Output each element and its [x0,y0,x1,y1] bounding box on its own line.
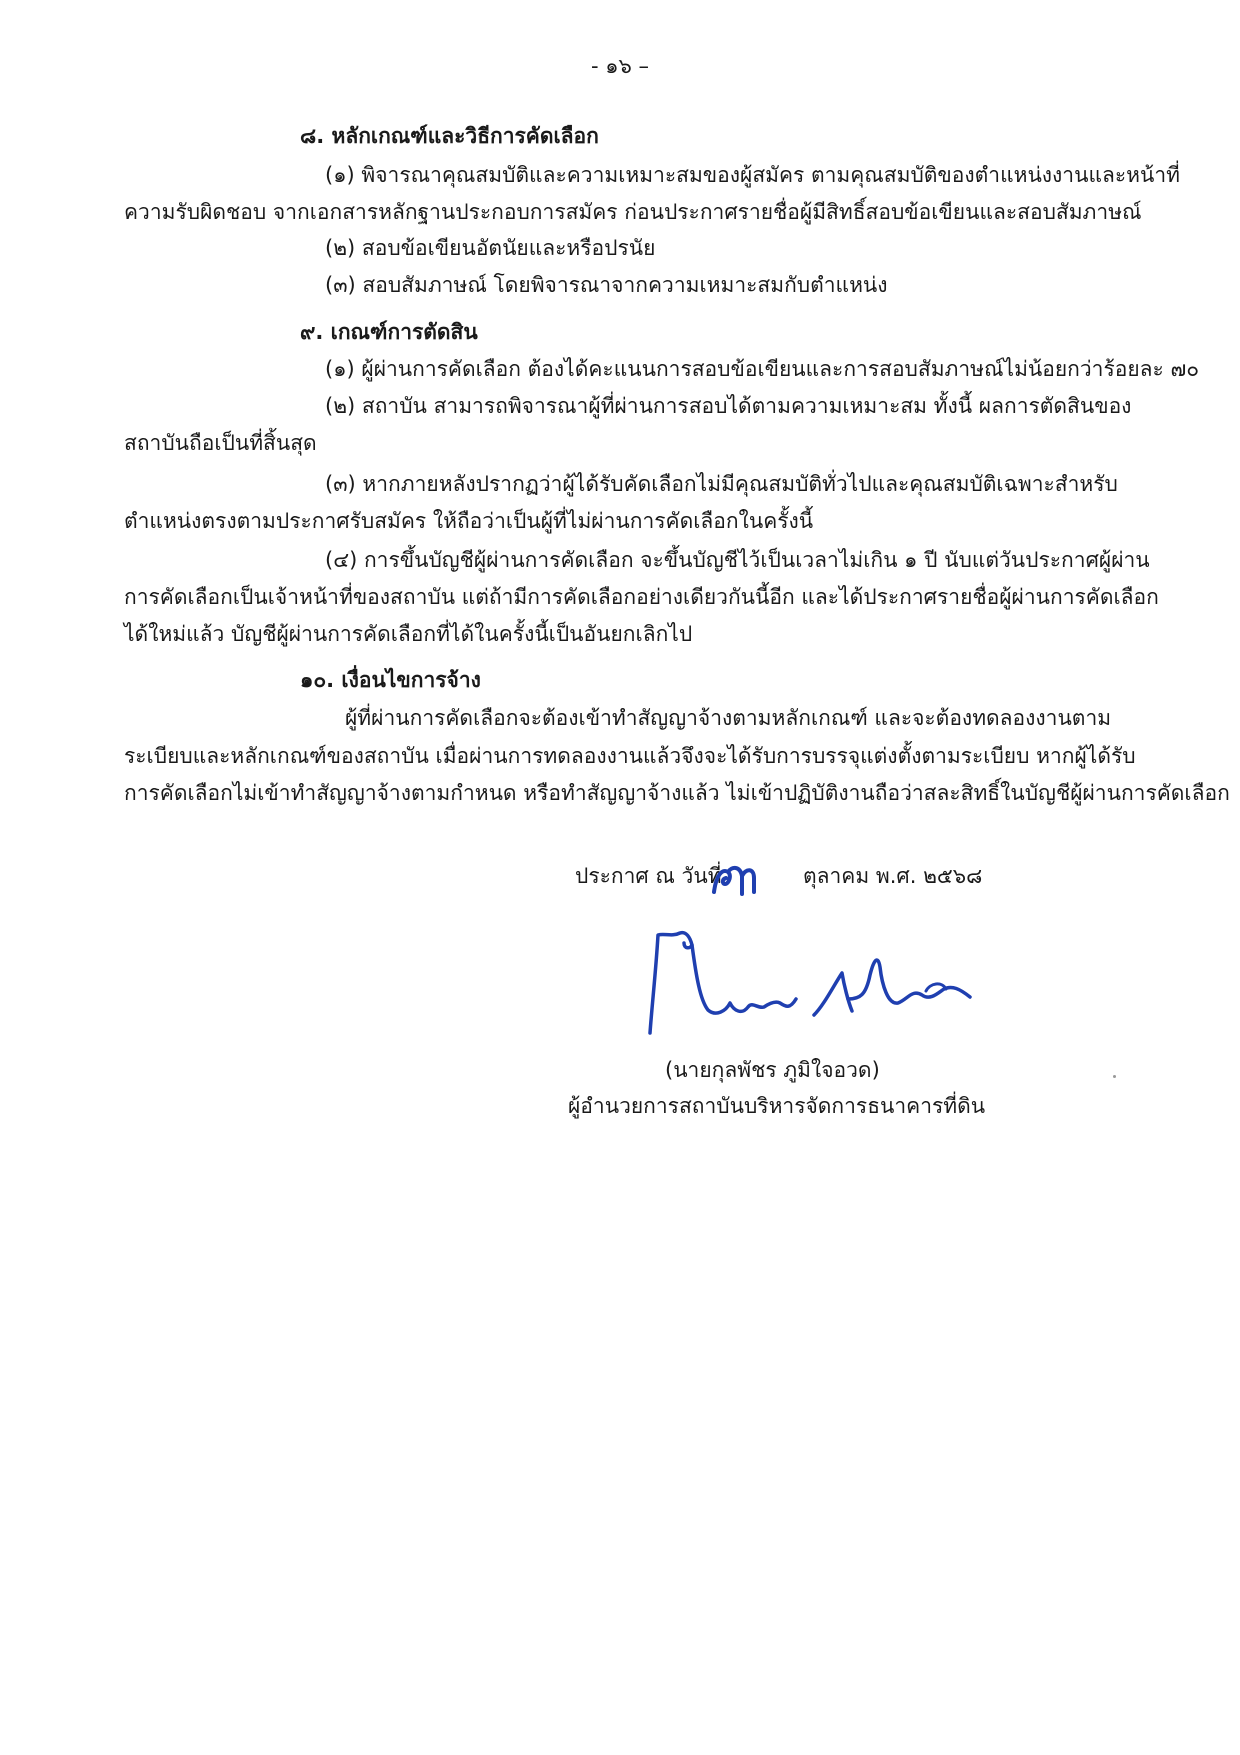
page-number: - ๑๖ – [590,54,650,78]
section-9-item-4-line-2: การคัดเลือกเป็นเจ้าหน้าที่ของสถาบัน แต่ถ้ามีการคัดเลือกอย่างเดียวกันนี้อีก และได้ประกาศรายชื่อผู้ผ่านการคัดเลือก [124,585,1159,609]
section-9-item-4-line-1: (๔) การขึ้นบัญชีผู้ผ่านการคัดเลือก จะขึ้นบัญชีไว้เป็นเวลาไม่เกิน ๑ ปี นับแต่วันประกาศผู้ผ่าน [325,548,1150,572]
announcement-prefix: ประกาศ ณ วันที่ [575,864,722,888]
signatory-title: ผู้อำนวยการสถาบันบริหารจัดการธนาคารที่ดิน [568,1094,986,1118]
scan-speck [1113,1075,1116,1078]
section-10-heading: ๑๐. เงื่อนไขการจ้าง [300,668,481,692]
section-9-item-4-line-3: ได้ใหม่แล้ว บัญชีผู้ผ่านการคัดเลือกที่ได้ในครั้งนี้เป็นอันยกเลิกไป [124,622,693,646]
section-9-item-2-line-2: สถาบันถือเป็นที่สิ้นสุด [124,431,317,455]
section-8-item-1-line-2: ความรับผิดชอบ จากเอกสารหลักฐานประกอบการสมัคร ก่อนประกาศรายชื่อผู้มีสิทธิ์สอบข้อเขียนและสอบสัมภาษณ์ [124,200,1142,224]
signature-scribble [630,915,990,1045]
section-9-item-3-line-1: (๓) หากภายหลังปรากฏว่าผู้ได้รับคัดเลือกไม่มีคุณสมบัติทั่วไปและคุณสมบัติเฉพาะสำหรับ [325,472,1118,496]
section-9-item-3-line-2: ตำแหน่งตรงตามประกาศรับสมัคร ให้ถือว่าเป็นผู้ที่ไม่ผ่านการคัดเลือกในครั้งนี้ [124,509,814,533]
section-10-para-line-1: ผู้ที่ผ่านการคัดเลือกจะต้องเข้าทำสัญญาจ้างตามหลักเกณฑ์ และจะต้องทดลองงานตาม [345,706,1112,730]
section-8-heading: ๘. หลักเกณฑ์และวิธีการคัดเลือก [300,124,599,148]
announcement-day-handwritten [710,862,760,900]
signature [630,915,990,1045]
section-9-item-1: (๑) ผู้ผ่านการคัดเลือก ต้องได้คะแนนการสอบข้อเขียนและการสอบสัมภาษณ์ไม่น้อยกว่าร้อยละ ๗๐ [325,357,1200,381]
section-8-item-1-line-1: (๑) พิจารณาคุณสมบัติและความเหมาะสมของผู้สมัคร ตามคุณสมบัติของตำแหน่งงานและหน้าที่ [325,163,1180,187]
section-10-para-line-2: ระเบียบและหลักเกณฑ์ของสถาบัน เมื่อผ่านการทดลองงานแล้วจึงจะได้รับการบรรจุแต่งตั้งตามระเบียบ หากผู้ได้รับ [124,744,1136,768]
section-9-item-2-line-1: (๒) สถาบัน สามารถพิจารณาผู้ที่ผ่านการสอบได้ตามความเหมาะสม ทั้งนี้ ผลการตัดสินของ [325,394,1132,418]
section-8-item-2: (๒) สอบข้อเขียนอัตนัยและหรือปรนัย [325,236,656,260]
handwritten-day-digit [710,862,760,900]
signatory-name: (นายกุลพัชร ภูมิใจอวด) [665,1058,880,1082]
section-10-para-line-3: การคัดเลือกไม่เข้าทำสัญญาจ้างตามกำหนด หรือทำสัญญาจ้างแล้ว ไม่เข้าปฏิบัติงานถือว่าสละสิทธิ์ในบัญชีผู้ผ่านการคัดเลือก [124,781,1230,805]
section-9-heading: ๙. เกณฑ์การตัดสิน [300,320,478,344]
announcement-suffix: ตุลาคม พ.ศ. ๒๕๖๘ [803,864,983,888]
section-8-item-3: (๓) สอบสัมภาษณ์ โดยพิจารณาจากความเหมาะสมกับตำแหน่ง [325,273,888,297]
